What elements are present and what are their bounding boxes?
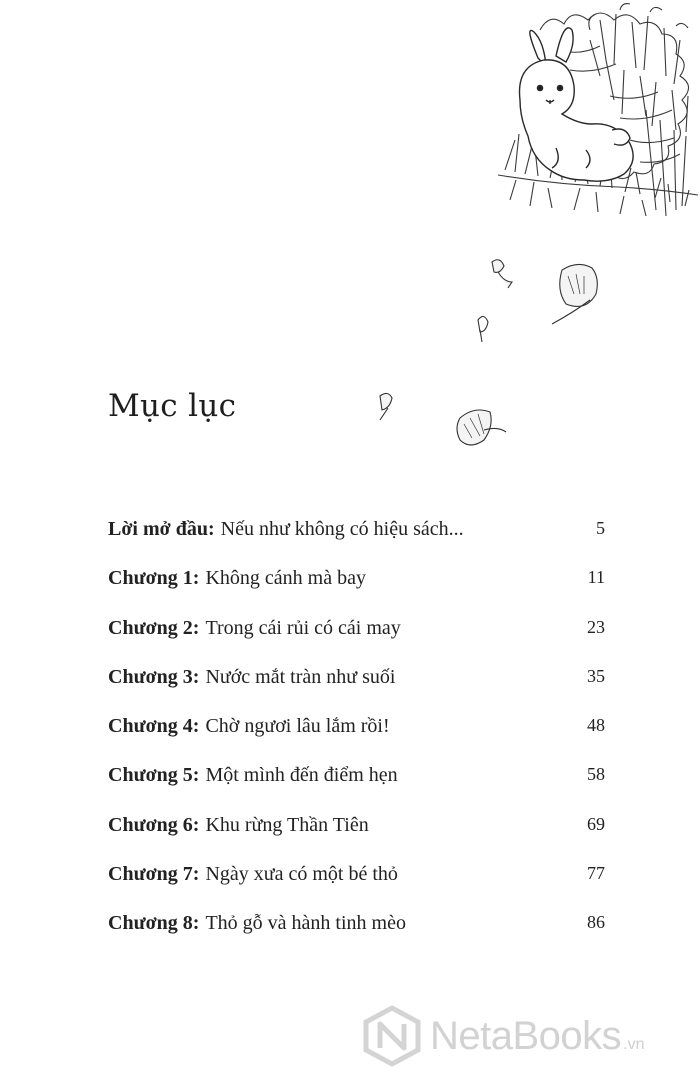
watermark-brand: NetaBooks: [430, 1013, 622, 1058]
toc-entry-page: 86: [587, 912, 605, 933]
toc-entry-title: Nước mắt tràn như suối: [205, 665, 396, 688]
rabbit-illustration: [0, 0, 700, 480]
toc-entry-label: Chương 1: [108, 567, 193, 590]
toc-entry-chapter-7[interactable]: [108, 863, 605, 912]
ginkgo-leaves-icon: [380, 260, 597, 445]
toc-entry-colon: :: [207, 518, 215, 540]
toc-entry-colon: :: [192, 912, 200, 935]
toc-entry-chapter-1[interactable]: [108, 567, 605, 616]
toc-entry-title: Một mình đến điểm hẹn: [205, 764, 398, 787]
toc-entry-page: 35: [587, 665, 605, 686]
toc-entry-page: 5: [596, 518, 605, 538]
toc-entry-chapter-6[interactable]: [108, 814, 605, 863]
toc-entry-page: 77: [587, 863, 605, 884]
toc-entry-chapter-5[interactable]: [108, 764, 605, 813]
toc-entry-page: 58: [587, 764, 605, 785]
toc-entry-title: Chờ ngươi lâu lắm rồi!: [205, 715, 390, 738]
toc-entry-title: Không cánh mà bay: [205, 567, 366, 590]
toc-entry-colon: :: [192, 567, 200, 590]
toc-entry-page: 23: [587, 616, 605, 637]
toc-entry-page: 11: [587, 567, 605, 588]
toc-entry-label: Chương 2: [108, 616, 193, 639]
toc-list: [108, 518, 605, 962]
toc-entry-colon: :: [192, 715, 200, 738]
toc-entry-title: Ngày xưa có một bé thỏ: [205, 863, 398, 886]
toc-entry-label: Chương 3: [108, 665, 193, 688]
toc-entry-colon: :: [192, 764, 200, 787]
toc-entry-title: Thỏ gỗ và hành tinh mèo: [205, 912, 406, 935]
toc-entry-page: 69: [587, 813, 605, 834]
toc-entry-chapter-3[interactable]: [108, 666, 605, 715]
watermark-suffix: .vn: [623, 1036, 645, 1053]
toc-entry-colon: :: [192, 616, 200, 639]
toc-entry-title: Khu rừng Thần Tiên: [205, 813, 369, 836]
toc-entry-prologue[interactable]: [108, 518, 605, 567]
toc-entry-chapter-2[interactable]: [108, 617, 605, 666]
toc-entry-label: Chương 6: [108, 813, 193, 836]
toc-entry-label: Chương 5: [108, 764, 193, 787]
toc-entry-page: 48: [587, 715, 605, 736]
toc-entry-colon: :: [192, 665, 200, 688]
toc-entry-colon: :: [192, 863, 200, 886]
toc-entry-label: Lời mở đầu: [108, 518, 208, 540]
toc-entry-chapter-4[interactable]: [108, 715, 605, 764]
netabooks-logo-icon: [360, 1004, 424, 1068]
toc-entry-title: Nếu như không có hiệu sách...: [220, 518, 464, 540]
toc-entry-label: Chương 8: [108, 912, 193, 935]
rabbit-icon: [520, 28, 634, 181]
netabooks-watermark: [360, 1000, 695, 1072]
toc-entry-label: Chương 4: [108, 715, 193, 738]
toc-entry-colon: :: [192, 813, 200, 836]
toc-entry-label: Chương 7: [108, 863, 193, 886]
toc-entry-chapter-8[interactable]: [108, 912, 605, 961]
toc-title: Mục lục: [108, 388, 237, 424]
toc-entry-title: Trong cái rủi có cái may: [205, 616, 401, 639]
